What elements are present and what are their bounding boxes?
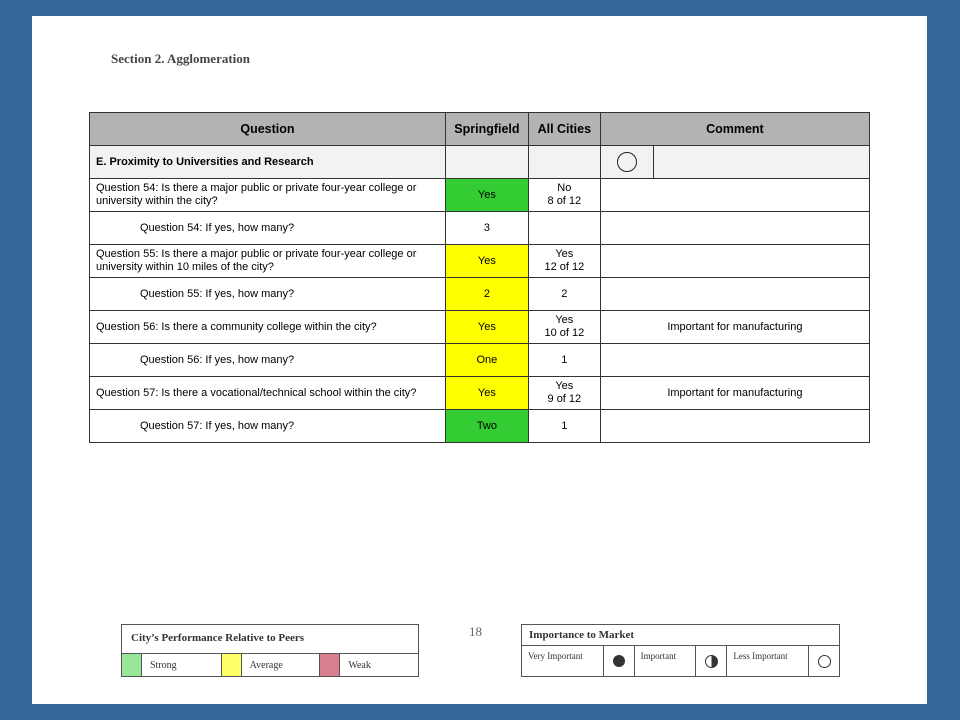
comment-cell <box>600 179 869 212</box>
legend-item-weak <box>319 654 418 676</box>
table-row <box>90 344 870 377</box>
comment-cell <box>600 278 869 311</box>
comment-cell <box>600 344 869 377</box>
comment-cell: Important for manufacturing <box>600 377 869 410</box>
question-cell: Question 55: Is there a major public or private four-year college or university within 10 miles of the city? <box>90 245 446 278</box>
filled-circle-icon <box>613 655 625 667</box>
strong-swatch <box>122 654 142 676</box>
springfield-cell: Yes <box>445 377 528 410</box>
table-row <box>90 410 870 443</box>
half-circle-icon <box>705 655 718 668</box>
section-title: Section 2. Agglomeration <box>111 51 251 66</box>
performance-legend-title: City’s Performance Relative to Peers <box>122 625 418 654</box>
question-cell: Question 54: If yes, how many? <box>90 212 446 245</box>
header-comment: Comment <box>600 113 869 146</box>
table-row <box>90 245 870 278</box>
empty-circle-icon <box>818 655 831 668</box>
all-cities-cell <box>528 212 600 245</box>
weak-swatch <box>319 654 340 676</box>
header-question: Question <box>90 113 446 146</box>
page <box>32 16 927 704</box>
average-swatch <box>221 654 242 676</box>
legend-label: Weak <box>348 659 371 671</box>
all-cities-cell: 1 <box>528 410 600 443</box>
table-row <box>90 278 870 311</box>
page-number: 18 <box>469 624 482 639</box>
table-row <box>90 212 870 245</box>
header-all-cities: All Cities <box>528 113 600 146</box>
question-cell: Question 55: If yes, how many? <box>90 278 446 311</box>
springfield-cell: One <box>445 344 528 377</box>
all-cities-cell: 1 <box>528 344 600 377</box>
legend-label: Average <box>249 659 283 671</box>
springfield-cell: Two <box>445 410 528 443</box>
comment-cell <box>600 410 869 443</box>
springfield-cell: Yes <box>445 179 528 212</box>
header-springfield: Springfield <box>445 113 528 146</box>
importance-symbol-cell <box>604 646 635 676</box>
comment-cell <box>600 245 869 278</box>
all-cities-cell: 2 <box>528 278 600 311</box>
question-cell: Question 57: Is there a vocational/technical school within the city? <box>90 377 446 410</box>
legend-label: Important <box>635 646 697 676</box>
importance-symbol-cell <box>809 646 839 676</box>
table-row <box>90 179 870 212</box>
category-comment-cell <box>653 146 869 179</box>
legend-item-average <box>221 654 320 676</box>
category-label: E. Proximity to Universities and Research <box>90 146 446 179</box>
legend-label: Very Important <box>522 646 604 676</box>
importance-cell <box>600 146 653 179</box>
table-header-row <box>90 113 870 146</box>
empty-circle-icon <box>617 152 637 172</box>
category-all-cities-cell <box>528 146 600 179</box>
all-cities-cell: Yes 10 of 12 <box>528 311 600 344</box>
question-cell: Question 57: If yes, how many? <box>90 410 446 443</box>
category-row <box>90 146 870 179</box>
springfield-cell: Yes <box>445 245 528 278</box>
question-cell: Question 56: Is there a community college within the city? <box>90 311 446 344</box>
springfield-cell: Yes <box>445 311 528 344</box>
comment-cell <box>600 212 869 245</box>
table-row <box>90 311 870 344</box>
table-row <box>90 377 870 410</box>
legend-label: Less Important <box>727 646 809 676</box>
legend-item-strong <box>122 654 221 676</box>
importance-legend-title: Importance to Market <box>522 625 839 646</box>
category-springfield-cell <box>445 146 528 179</box>
importance-symbol-cell <box>696 646 727 676</box>
question-cell: Question 54: Is there a major public or private four-year college or university within the city? <box>90 179 446 212</box>
all-cities-cell: No 8 of 12 <box>528 179 600 212</box>
importance-legend <box>521 624 840 677</box>
comment-cell: Important for manufacturing <box>600 311 869 344</box>
performance-legend <box>121 624 419 677</box>
legend-label: Strong <box>150 659 177 671</box>
question-cell: Question 56: If yes, how many? <box>90 344 446 377</box>
all-cities-cell: Yes 12 of 12 <box>528 245 600 278</box>
springfield-cell: 3 <box>445 212 528 245</box>
springfield-cell: 2 <box>445 278 528 311</box>
questions-table <box>89 112 870 443</box>
all-cities-cell: Yes 9 of 12 <box>528 377 600 410</box>
